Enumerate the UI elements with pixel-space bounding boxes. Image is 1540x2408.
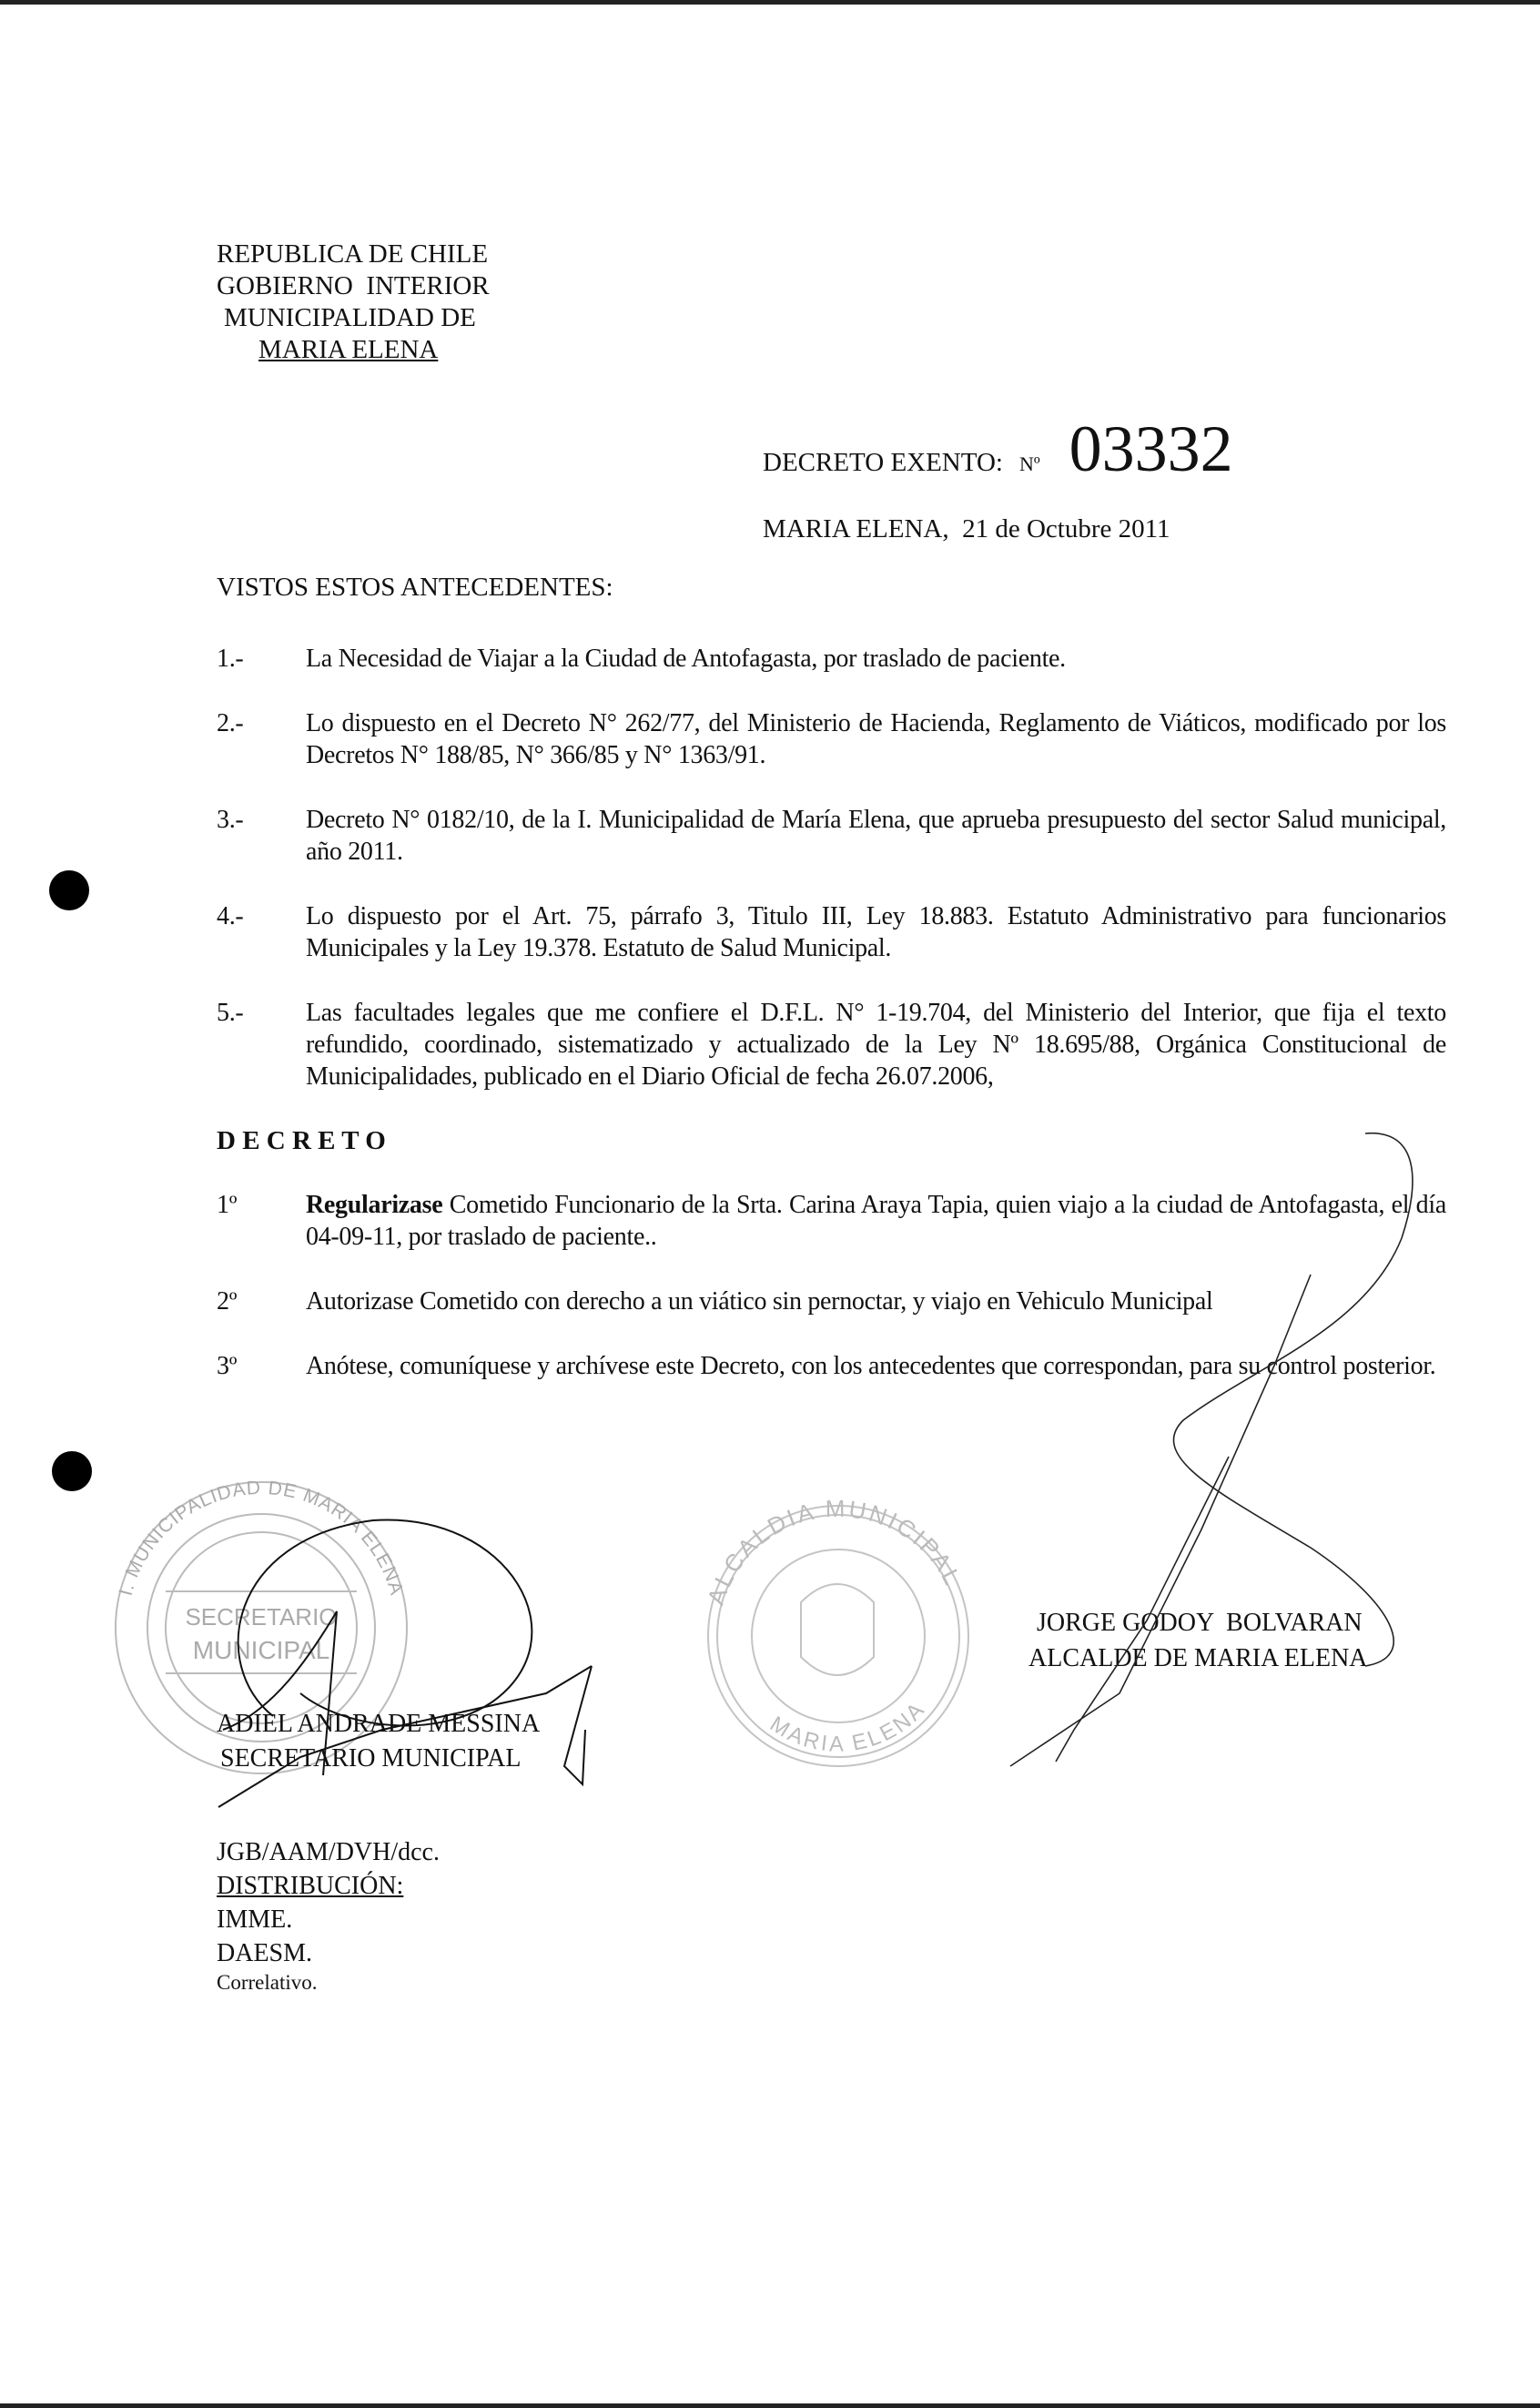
secretary-title: SECRETARIO MUNICIPAL xyxy=(220,1744,522,1773)
secretary-stamp-center-1: SECRETARIO xyxy=(185,1603,338,1631)
mayor-stamp-ring-bottom: MARIA ELENA xyxy=(765,1696,931,1757)
item-text: Lo dispuesto en el Decreto N° 262/77, del Ministerio de Hacienda, Reglamento de Viáticos, modificado por los Decretos N° 188/85, N° 366/85 y N° 1363/91. xyxy=(306,709,1446,769)
item-text: Autorizase Cometido con derecho a un viático sin pernoctar, y viajo en Vehiculo Municipal xyxy=(306,1287,1213,1316)
header-gobierno: GOBIERNO INTERIOR xyxy=(217,271,490,300)
secretary-stamp-center-2: MUNICIPAL xyxy=(192,1636,330,1664)
mayor-stamp-ring-top: ALCALDIA MUNICIPAL xyxy=(702,1494,968,1609)
item-text: La Necesidad de Viajar a la Ciudad de Antofagasta, por traslado de paciente. xyxy=(306,645,1066,673)
correlativo: Correlativo. xyxy=(217,1971,318,1994)
recipient: IMME. xyxy=(217,1905,293,1934)
decree-number-sign: Nº xyxy=(1018,452,1040,475)
item-number: 2º xyxy=(217,1287,238,1316)
item-text: Las facultades legales que me confiere el D.F.L. N° 1-19.704, del Ministerio del Interior, que fija el texto refundido, coordinado, sistematizado y actualizado de la Ley Nº 18.695/88, Orgánica Constitucional de Municipalidades, publicado en el Diario Oficial de fecha 26.07.2006, xyxy=(306,999,1446,1091)
header-maria-elena: MARIA ELENA xyxy=(258,335,439,364)
item-text: Anótese, comuníquese y archívese este Decreto, con los antecedentes que correspondan, para su control posterior. xyxy=(306,1352,1436,1380)
mayor-title: ALCALDE DE MARIA ELENA xyxy=(1028,1644,1368,1672)
scan-edge-bottom xyxy=(0,2403,1540,2408)
header-municipalidad: MUNICIPALIDAD DE xyxy=(224,303,476,332)
recipient: DAESM. xyxy=(217,1939,313,1967)
item-number: 3.- xyxy=(217,806,244,834)
secretary-stamp-ring-text: I. MUNICIPALIDAD DE MARIA ELENA xyxy=(115,1477,408,1599)
item-number: 5.- xyxy=(217,999,244,1027)
item-body: Cometido Funcionario de la Srta. Carina Araya Tapia, quien viajo a la ciudad de Antofagasta, el día 04-09-11, por traslado de paciente.. xyxy=(306,1191,1446,1251)
initials: JGB/AAM/DVH/dcc. xyxy=(217,1838,440,1866)
decree-label: DECRETO EXENTO: xyxy=(763,448,1003,477)
secretary-name: ADIEL ANDRADE MESSINA xyxy=(217,1710,541,1738)
item-number: 1º xyxy=(217,1191,238,1219)
vistos-title: VISTOS ESTOS ANTECEDENTES: xyxy=(217,573,613,602)
item-text: Lo dispuesto por el Art. 75, párrafo 3, Titulo III, Ley 18.883. Estatuto Administrativo para funcionarios Municipales y la Ley 19.378. Estatuto de Salud Municipal. xyxy=(306,902,1446,962)
item-number: 1.- xyxy=(217,645,244,673)
place-date: MARIA ELENA, 21 de Octubre 2011 xyxy=(763,514,1170,544)
distribution-label: DISTRIBUCIÓN: xyxy=(217,1872,404,1900)
mayor-name: JORGE GODOY BOLVARAN xyxy=(1037,1609,1363,1637)
mayor-signature xyxy=(1010,1133,1413,1766)
decree-number: 03332 xyxy=(1069,412,1233,485)
item-text: Decreto N° 0182/10, de la I. Municipalidad de María Elena, que aprueba presupuesto del sector Salud municipal, año 2011. xyxy=(306,806,1446,866)
decreto-title: D E C R E T O xyxy=(217,1126,386,1155)
item-number: 4.- xyxy=(217,902,244,930)
item-bold: Regularizase xyxy=(306,1191,443,1219)
item-number: 2.- xyxy=(217,709,244,737)
item-number: 3º xyxy=(217,1352,238,1380)
secretary-signature xyxy=(218,1519,592,1807)
header-republica: REPUBLICA DE CHILE xyxy=(217,239,489,269)
